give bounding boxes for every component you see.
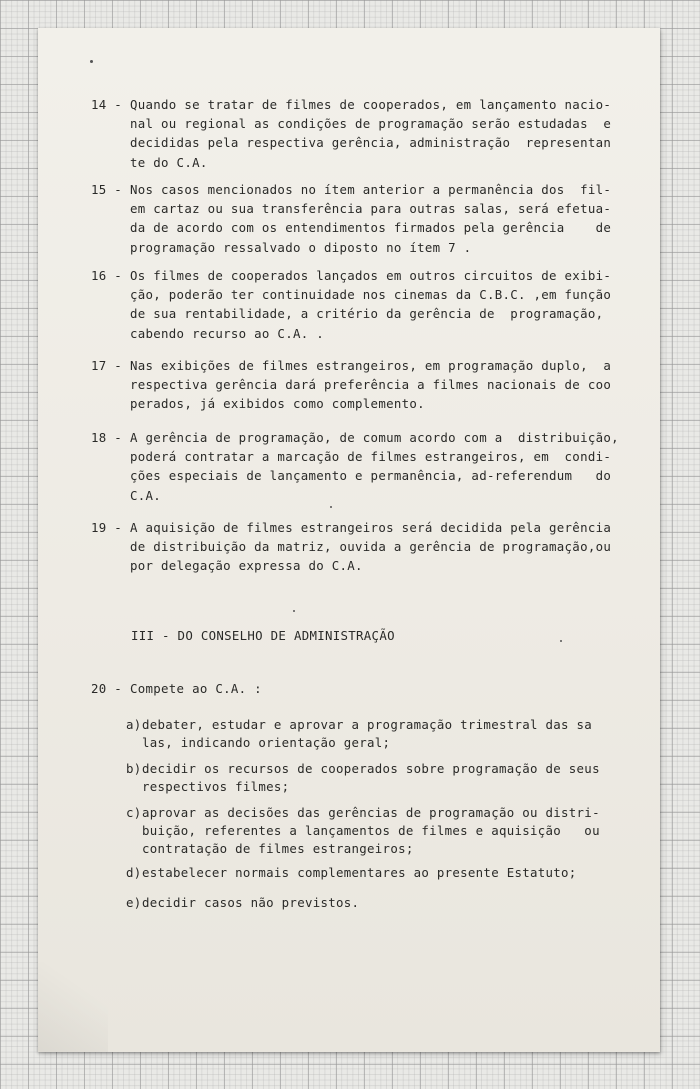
clause-number: 19 - [91, 520, 123, 535]
paper-speck [293, 610, 295, 612]
clause-number: 18 - [91, 430, 123, 445]
clause-line: cabendo recurso ao C.A. . [130, 325, 324, 341]
paper-speck [560, 640, 562, 642]
clause-number: 17 - [91, 358, 123, 373]
subitem-letter: c) [126, 805, 142, 820]
clause-number: 15 - [91, 182, 123, 197]
clause-line: C.A. [130, 487, 162, 503]
section-heading: III - DO CONSELHO DE ADMINISTRAÇÃO [131, 628, 395, 643]
clause-line: ção, poderão ter continuidade nos cinemas da C.B.C. ,em função [130, 287, 612, 303]
subitem-line: estabelecer normais complementares ao presente Estatuto; [142, 865, 577, 880]
subitem-letter: a) [126, 717, 142, 732]
clause-line: em cartaz ou sua transferência para outras salas, será efetua- [130, 201, 612, 217]
clause-line: decididas pela respectiva gerência, administração representan [130, 135, 612, 151]
clause-line: Quando se tratar de filmes de cooperados, em lançamento nacio- [130, 97, 612, 112]
clause-line: Os filmes de cooperados lançados em outros circuitos de exibi- [130, 268, 612, 283]
clause-text [130, 266, 612, 343]
clause-line: A aquisição de filmes estrangeiros será decidida pela gerência [130, 520, 612, 535]
clause-line: Nas exibições de filmes estrangeiros, em programação duplo, a [130, 358, 612, 373]
clause-line: de distribuição da matriz, ouvida a gerência de programação,ou [130, 539, 612, 555]
clause-line: da de acordo com os entendimentos firmados pela gerência de [130, 220, 612, 236]
clause-line: programação ressalvado o diposto no ítem 7 . [130, 239, 472, 255]
subitem-line: las, indicando orientação geral; [142, 735, 391, 750]
clause-line: de sua rentabilidade, a critério da gerência de programação, [130, 306, 604, 322]
subitem-text [142, 716, 612, 752]
clause-text [130, 679, 608, 698]
clause-line: Compete ao C.A. : [130, 681, 262, 696]
subitem-letter: e) [126, 895, 142, 910]
clause-line: perados, já exibidos como complemento. [130, 396, 425, 412]
paper-speck [90, 60, 93, 63]
clause-number: 20 - [91, 681, 123, 696]
subitem-line: debater, estudar e aprovar a programação trimestral das sa [142, 717, 593, 732]
subitem-letter: b) [126, 761, 142, 776]
clause-text [130, 428, 619, 505]
clause-text [130, 356, 612, 414]
subitem-line: contratação de filmes estrangeiros; [142, 841, 414, 856]
subitem-text [142, 894, 612, 912]
clause-line: respectiva gerência dará preferência a filmes nacionais de coo [130, 377, 612, 393]
subitem-line: decidir casos não previstos. [142, 895, 360, 910]
clause-number: 14 - [91, 97, 123, 112]
subitem-line: aprovar as decisões das gerências de programação ou distri- [142, 805, 600, 820]
subitem-text [142, 760, 612, 796]
typed-document-page [38, 28, 660, 1052]
subitem-line: decidir os recursos de cooperados sobre programação de seus [142, 761, 600, 776]
subitem-letter: d) [126, 865, 142, 880]
clause-line: Nos casos mencionados no ítem anterior a permanência dos fil- [130, 182, 612, 197]
clause-text [130, 180, 612, 257]
clause-text [130, 95, 612, 172]
clause-line: A gerência de programação, de comum acordo com a distribuição, [130, 430, 619, 445]
clause-line: nal ou regional as condições de programação serão estudadas e [130, 116, 612, 132]
clause-line: poderá contratar a marcação de filmes estrangeiros, em condi- [130, 449, 612, 465]
clause-line: ções especiais de lançamento e permanência, ad-referendum do [130, 468, 612, 484]
subitem-text [142, 804, 612, 858]
clause-text [130, 518, 612, 576]
subitem-text [142, 864, 612, 882]
clause-number: 16 - [91, 268, 123, 283]
paper-speck [330, 506, 332, 508]
clause-line: te do C.A. [130, 154, 208, 170]
subitem-line: buição, referentes a lançamentos de filmes e aquisição ou [142, 823, 600, 838]
subitem-line: respectivos filmes; [142, 779, 290, 794]
clause-line: por delegação expressa do C.A. [130, 558, 363, 574]
